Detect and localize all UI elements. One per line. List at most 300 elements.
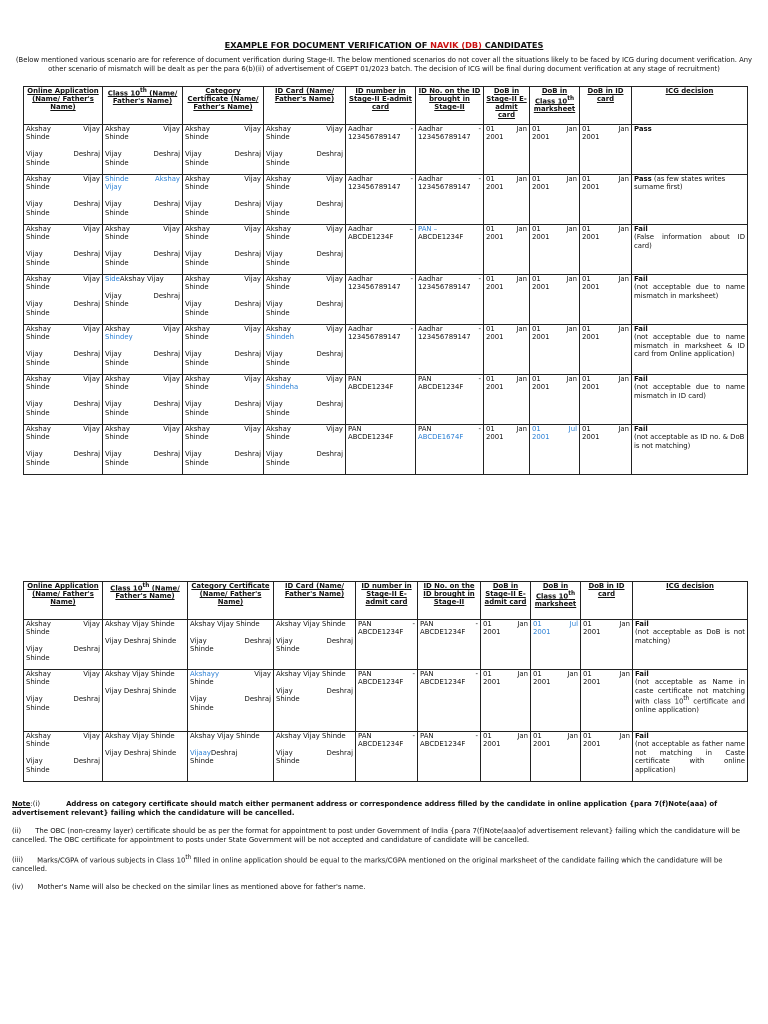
father-middle: Deshraj bbox=[73, 645, 100, 654]
col-class10-text: Class 10 bbox=[107, 89, 141, 98]
dob-month: Jan bbox=[566, 275, 577, 283]
cell-id-admit bbox=[346, 325, 416, 375]
dob-month: Jan bbox=[618, 425, 629, 433]
father-last: Shinde bbox=[276, 695, 300, 704]
name-last: Shinde bbox=[185, 183, 209, 192]
col-id-card: ID Card (Name/ Father's Name) bbox=[274, 582, 356, 620]
cell-dob-id bbox=[581, 732, 633, 782]
id-type: PAN bbox=[358, 670, 372, 678]
id-dash: - bbox=[410, 125, 413, 133]
name-middle: Vijay bbox=[83, 425, 100, 433]
name-last: Shinde bbox=[105, 133, 129, 142]
dob-month: Jan bbox=[567, 732, 578, 740]
name-first: Akshay bbox=[26, 375, 51, 383]
cell-id-brought bbox=[418, 732, 481, 782]
decision-fail: Fail bbox=[634, 275, 648, 283]
name-middle: Vijay bbox=[244, 175, 261, 183]
name-full: Akshay Vijay Shinde bbox=[105, 620, 175, 628]
dob-month: Jan bbox=[618, 325, 629, 333]
cell-id-brought bbox=[416, 175, 484, 225]
dob-day: 01 bbox=[532, 225, 541, 233]
father-first: Vijay bbox=[266, 450, 283, 459]
name-first: Shinde bbox=[105, 175, 129, 183]
name-last: Shinde bbox=[26, 183, 50, 192]
name-last: Shinde bbox=[185, 383, 209, 392]
father-last: Shinde bbox=[266, 308, 290, 317]
father-first: Vijay bbox=[26, 200, 43, 209]
id-type: Aadhar bbox=[348, 325, 373, 333]
name-middle: Vijay bbox=[326, 375, 343, 383]
father-middle: Deshraj bbox=[153, 150, 180, 159]
name-first: Akshay bbox=[26, 620, 51, 628]
name-last: Shinde bbox=[185, 433, 209, 442]
table-header-row bbox=[24, 87, 748, 125]
father-middle: Deshraj bbox=[153, 291, 180, 300]
father-middle: Deshraj bbox=[234, 300, 261, 309]
decision-reason: (not acceptable due to name mismatch in marksheet) bbox=[634, 283, 745, 300]
id-number: ABCDE1234F bbox=[358, 628, 404, 637]
col-class10 bbox=[103, 582, 188, 620]
name-middle: Vijay bbox=[163, 125, 180, 133]
name-middle: Vijay bbox=[83, 670, 100, 678]
cell-category bbox=[183, 425, 264, 475]
name-rest: Akshay Vijay bbox=[119, 275, 164, 283]
dob-year: 2001 bbox=[533, 678, 551, 687]
id-number: 123456789147 bbox=[348, 183, 401, 192]
dob-day: 01 bbox=[486, 325, 495, 333]
father-first: Vijay bbox=[185, 450, 202, 459]
father-last: Shinde bbox=[105, 458, 129, 467]
id-dash: - bbox=[478, 275, 481, 283]
cell-category bbox=[183, 125, 264, 175]
father-first: Vijay bbox=[266, 300, 283, 309]
father-first: Vijay bbox=[185, 150, 202, 159]
dob-year: 2001 bbox=[532, 433, 550, 442]
father-first: Vijaay bbox=[190, 748, 211, 757]
father-first: Vijay bbox=[105, 250, 122, 259]
decision-reason-text: (not acceptable as Name in caste certificate not matching with class 10 bbox=[635, 678, 745, 706]
dob-day: 01 bbox=[583, 620, 592, 628]
cell-online bbox=[24, 225, 103, 275]
id-type: Aadhar bbox=[348, 125, 373, 133]
dob-year: 2001 bbox=[486, 233, 504, 242]
dob-month: Jan bbox=[566, 375, 577, 383]
cell-decision bbox=[632, 325, 748, 375]
dob-day: 01 bbox=[483, 620, 492, 628]
decision-reason: (not acceptable due to name mismatch in ID card) bbox=[634, 383, 745, 400]
col-class10-sup: th bbox=[142, 583, 150, 589]
name-last: Shinde bbox=[185, 133, 209, 142]
cell-category bbox=[183, 375, 264, 425]
table-row bbox=[24, 325, 748, 375]
dob-year: 2001 bbox=[533, 628, 551, 637]
decision-reason: (not acceptable as DoB is not matching) bbox=[635, 628, 745, 645]
note-iii bbox=[12, 854, 756, 874]
document-title bbox=[0, 40, 768, 50]
dob-month: Jan bbox=[566, 175, 577, 183]
cell-id-admit bbox=[346, 175, 416, 225]
dob-year: 2001 bbox=[486, 183, 504, 192]
col-dob-ms-text2: marksheet bbox=[534, 600, 577, 609]
name-first: Akshay bbox=[105, 225, 130, 233]
name-last: Shinde bbox=[185, 333, 209, 342]
cell-class10 bbox=[103, 175, 183, 225]
father-first: Vijay bbox=[276, 748, 293, 757]
name-last: Shinde bbox=[26, 628, 50, 637]
cell-dob-id bbox=[580, 325, 632, 375]
col-online-application: Online Application (Name/ Father's Name) bbox=[24, 87, 103, 125]
decision-fail: Fail bbox=[634, 375, 648, 383]
cell-dob-admit bbox=[484, 325, 530, 375]
father-middle: Deshraj bbox=[234, 400, 261, 409]
father-last: Shinde bbox=[26, 208, 50, 217]
dob-year: 2001 bbox=[486, 333, 504, 342]
dob-day: 01 bbox=[533, 732, 542, 740]
cell-id-brought bbox=[416, 125, 484, 175]
father-last: Shinde bbox=[105, 258, 129, 267]
name-middle: Vijay bbox=[326, 125, 343, 133]
father-full: Vijay Deshraj Shinde bbox=[105, 636, 177, 645]
father-middle: Deshraj bbox=[316, 300, 343, 309]
name-middle: Vijay bbox=[254, 670, 271, 678]
cell-online bbox=[24, 732, 103, 782]
decision-reason: (not acceptable as father name not matching in Caste certificate with online application) bbox=[635, 740, 745, 774]
id-dash: - bbox=[412, 670, 415, 678]
name-full: Akshay Vijay Shinde bbox=[105, 732, 175, 740]
name-last: Shinde bbox=[185, 283, 209, 292]
father-middle: Deshraj bbox=[153, 350, 180, 359]
cell-id-brought bbox=[418, 620, 481, 670]
cell-dob-marksheet bbox=[530, 275, 580, 325]
dob-year: 2001 bbox=[583, 740, 601, 749]
dob-day: 01 bbox=[486, 125, 495, 133]
name-last: Shinde bbox=[185, 233, 209, 242]
father-middle: Deshraj bbox=[316, 250, 343, 259]
name-middle: Vijay bbox=[326, 425, 343, 433]
name-middle: Vijay bbox=[244, 425, 261, 433]
cell-idcard bbox=[264, 375, 346, 425]
id-type: PAN bbox=[348, 375, 362, 383]
father-middle: Deshraj bbox=[316, 350, 343, 359]
dob-day: 01 bbox=[486, 275, 495, 283]
id-dash: - bbox=[478, 425, 481, 433]
dob-month: Jan bbox=[619, 620, 630, 628]
dob-month: Jan bbox=[516, 175, 527, 183]
id-number: 123456789147 bbox=[418, 283, 471, 292]
id-type: PAN bbox=[358, 732, 372, 740]
name-middle: Vijay bbox=[326, 225, 343, 233]
decision-reason bbox=[635, 678, 745, 714]
father-middle: Deshraj bbox=[73, 350, 100, 359]
name-last: Shinde bbox=[26, 383, 50, 392]
table-row bbox=[24, 225, 748, 275]
note-label: (ii) bbox=[12, 827, 22, 835]
dob-day: 01 bbox=[582, 125, 591, 133]
dob-year: 2001 bbox=[532, 383, 550, 392]
id-dash: - bbox=[412, 620, 415, 628]
father-last: Shinde bbox=[105, 300, 129, 309]
father-last: Shinde bbox=[185, 158, 209, 167]
name-first: Akshay bbox=[266, 425, 291, 433]
name-last: Shinde bbox=[266, 433, 290, 442]
name-last: Shinde bbox=[105, 383, 129, 392]
name-middle: Akshay bbox=[155, 175, 180, 183]
note-text: Mother's Name will also be checked on the similar lines as mentioned above for father's name. bbox=[37, 883, 366, 892]
cell-class10 bbox=[103, 275, 183, 325]
father-first: Vijay bbox=[266, 250, 283, 259]
father-first: Vijay bbox=[105, 400, 122, 409]
decision-reason-text2: certificate and online application) bbox=[635, 697, 745, 714]
name-middle: Vijay bbox=[163, 325, 180, 333]
cell-online bbox=[24, 175, 103, 225]
name-first: Akshay bbox=[266, 325, 291, 333]
cell-category bbox=[188, 732, 274, 782]
dob-year: 2001 bbox=[582, 133, 600, 142]
table-header-row bbox=[24, 582, 748, 620]
name-first: Akshay bbox=[105, 375, 130, 383]
dob-month: Jan bbox=[567, 670, 578, 678]
cell-category bbox=[188, 670, 274, 732]
decision-reason-sup: th bbox=[683, 696, 690, 703]
name-first: Akshay bbox=[266, 375, 291, 383]
cell-dob-admit bbox=[484, 275, 530, 325]
father-last: Shinde bbox=[105, 158, 129, 167]
father-first: Vijay bbox=[190, 695, 207, 704]
cell-dob-id bbox=[581, 670, 633, 732]
father-middle: Deshraj bbox=[73, 150, 100, 159]
father-first: Vijay bbox=[105, 350, 122, 359]
father-middle: Deshraj bbox=[326, 636, 353, 645]
cell-dob-admit bbox=[481, 732, 531, 782]
name-middle: Vijay bbox=[83, 620, 100, 628]
col-class10 bbox=[103, 87, 183, 125]
verification-table-2 bbox=[23, 581, 748, 782]
cell-decision bbox=[632, 425, 748, 475]
title-text: EXAMPLE FOR DOCUMENT VERIFICATION OF bbox=[224, 40, 431, 50]
cell-dob-id bbox=[580, 375, 632, 425]
father-middle: Deshraj bbox=[326, 686, 353, 695]
cell-class10 bbox=[103, 620, 188, 670]
dob-month: Jan bbox=[619, 670, 630, 678]
decision-pass: Pass bbox=[634, 125, 652, 133]
dob-day: 01 bbox=[582, 175, 591, 183]
col-icg-decision: ICG decision bbox=[633, 582, 748, 620]
name-middle: Vijay bbox=[244, 275, 261, 283]
id-type: Aadhar bbox=[348, 175, 373, 183]
col-id-card: ID Card (Name/ Father's Name) bbox=[264, 87, 346, 125]
cell-class10 bbox=[103, 375, 183, 425]
father-first: Vijay bbox=[105, 150, 122, 159]
id-type: PAN bbox=[420, 670, 434, 678]
name-middle: Vijay bbox=[326, 325, 343, 333]
name-first: Akshay bbox=[26, 275, 51, 283]
cell-dob-id bbox=[580, 175, 632, 225]
cell-id-admit bbox=[356, 732, 418, 782]
cell-online bbox=[24, 620, 103, 670]
name-first: Akshay bbox=[185, 325, 210, 333]
father-middle: Deshraj bbox=[234, 350, 261, 359]
dob-month: Jan bbox=[516, 125, 527, 133]
cell-online bbox=[24, 375, 103, 425]
id-type: PAN bbox=[358, 620, 372, 628]
dob-day: 01 bbox=[532, 425, 541, 433]
cell-dob-admit bbox=[481, 670, 531, 732]
id-dash: - bbox=[478, 325, 481, 333]
col-dob-ms-text: DoB in Class 10 bbox=[534, 87, 568, 106]
id-dash: - bbox=[478, 375, 481, 383]
dob-year: 2001 bbox=[483, 678, 501, 687]
intro-paragraph: (Below mentioned various scenario are for reference of document verification during Stage-II. The below mentioned scenarios do not cover all the situations likely to be faced by ICG during document verification. Any other scenario of mismatch will be dealt as per the para 6(b)(ii) of advertisement of CGEPT 01/2023 batch. The decision of ICG will be final during document verification at any stage of recruitment) bbox=[15, 56, 753, 73]
dob-year: 2001 bbox=[486, 433, 504, 442]
id-number: 123456789147 bbox=[348, 283, 401, 292]
dob-year: 2001 bbox=[532, 283, 550, 292]
col-class10-text2: (Name/ Father's Name) bbox=[112, 89, 178, 106]
name-first: Akshay bbox=[185, 175, 210, 183]
name-last: Shinde bbox=[26, 133, 50, 142]
cell-idcard bbox=[264, 175, 346, 225]
name-last: Shinde bbox=[26, 433, 50, 442]
cell-class10 bbox=[103, 732, 188, 782]
title-text-end: CANDIDATES bbox=[481, 40, 544, 50]
dob-year: 2001 bbox=[486, 283, 504, 292]
decision-fail: Fail bbox=[635, 670, 649, 678]
col-dob-ms-text2: marksheet bbox=[533, 105, 576, 114]
id-type: PAN – bbox=[418, 225, 438, 233]
father-first: Vijay bbox=[105, 200, 122, 209]
id-number: 123456789147 bbox=[418, 133, 471, 142]
name-first: Akshay bbox=[185, 425, 210, 433]
id-dash: - bbox=[410, 325, 413, 333]
col-dob-marksheet bbox=[531, 582, 581, 620]
col-id-number-admit: ID number in Stage-II E-admit card bbox=[356, 582, 418, 620]
note-sup: th bbox=[185, 855, 192, 861]
dob-month: Jan bbox=[566, 125, 577, 133]
col-category-certificate: Category Certificate (Name/ Father's Name) bbox=[183, 87, 264, 125]
father-middle: Deshraj bbox=[316, 150, 343, 159]
col-icg-decision: ICG decision bbox=[632, 87, 748, 125]
dob-year: 2001 bbox=[583, 678, 601, 687]
name-last: Shinde bbox=[26, 740, 50, 749]
name-first: Akshay bbox=[105, 425, 130, 433]
father-last: Shinde bbox=[105, 208, 129, 217]
father-middle: Deshraj bbox=[244, 695, 271, 704]
father-first: Vijay bbox=[26, 645, 43, 654]
col-dob-ms-sup: th bbox=[567, 96, 575, 102]
decision-fail: Fail bbox=[634, 225, 648, 233]
dob-year: 2001 bbox=[582, 283, 600, 292]
father-first: Vijay bbox=[185, 200, 202, 209]
id-type: PAN bbox=[420, 732, 434, 740]
father-last: Shinde bbox=[266, 208, 290, 217]
father-middle: Deshraj bbox=[153, 250, 180, 259]
name-middle: Vijay bbox=[83, 325, 100, 333]
name-last: Shinde bbox=[266, 183, 290, 192]
cell-idcard bbox=[264, 125, 346, 175]
father-last: Shinde bbox=[266, 408, 290, 417]
name-first: Akshay bbox=[105, 325, 130, 333]
father-first: Vijay bbox=[276, 636, 293, 645]
note-i bbox=[12, 800, 756, 818]
cell-dob-marksheet bbox=[530, 125, 580, 175]
note-text2: filled in online application should be equal to the marks/CGPA mentioned on the original marksheet of the candidate failing which the candidature will be cancelled. bbox=[12, 856, 723, 874]
cell-dob-marksheet bbox=[531, 670, 581, 732]
cell-dob-marksheet bbox=[531, 620, 581, 670]
verification-table-1 bbox=[23, 86, 748, 475]
col-category-certificate: Category Certificate (Name/ Father's Name) bbox=[188, 582, 274, 620]
cell-idcard bbox=[264, 275, 346, 325]
dob-day: 01 bbox=[533, 620, 542, 628]
father-middle: Deshraj bbox=[73, 757, 100, 766]
cell-decision bbox=[632, 375, 748, 425]
note-ii bbox=[12, 827, 756, 845]
table-row bbox=[24, 732, 748, 782]
cell-dob-admit bbox=[484, 375, 530, 425]
decision-fail: Fail bbox=[635, 620, 649, 628]
dob-year: 2001 bbox=[532, 133, 550, 142]
cell-dob-id bbox=[580, 275, 632, 325]
cell-class10 bbox=[103, 425, 183, 475]
father-first: Vijay bbox=[185, 350, 202, 359]
id-type: Aadhar bbox=[418, 325, 443, 333]
father-last: Shinde bbox=[105, 408, 129, 417]
father-last: Shinde bbox=[185, 408, 209, 417]
id-dash: - bbox=[478, 175, 481, 183]
dob-day: 01 bbox=[486, 375, 495, 383]
dob-month: Jan bbox=[516, 275, 527, 283]
dob-year: 2001 bbox=[533, 740, 551, 749]
father-last: Shinde bbox=[26, 358, 50, 367]
table-row bbox=[24, 670, 748, 732]
cell-dob-marksheet bbox=[530, 175, 580, 225]
father-last: Shinde bbox=[185, 458, 209, 467]
dob-day: 01 bbox=[582, 425, 591, 433]
cell-dob-admit bbox=[484, 125, 530, 175]
cell-dob-marksheet bbox=[531, 732, 581, 782]
dob-month: Jan bbox=[517, 670, 528, 678]
dob-year: 2001 bbox=[532, 233, 550, 242]
cell-dob-admit bbox=[484, 225, 530, 275]
name-first: Akshay bbox=[26, 325, 51, 333]
father-last: Shinde bbox=[105, 358, 129, 367]
cell-decision bbox=[632, 275, 748, 325]
dob-day: 01 bbox=[532, 175, 541, 183]
cell-decision bbox=[632, 125, 748, 175]
father-middle: Deshraj bbox=[73, 695, 100, 704]
col-dob-admit: DoB in Stage-II E-admit card bbox=[484, 87, 530, 125]
id-dash: - bbox=[410, 275, 413, 283]
name-last: Shinde bbox=[105, 433, 129, 442]
cell-online bbox=[24, 275, 103, 325]
dob-month: Jan bbox=[618, 375, 629, 383]
notes-section bbox=[12, 800, 756, 901]
dob-day: 01 bbox=[582, 275, 591, 283]
dob-day: 01 bbox=[486, 225, 495, 233]
cell-class10 bbox=[103, 125, 183, 175]
cell-decision bbox=[632, 225, 748, 275]
father-first: Vijay bbox=[26, 695, 43, 704]
col-dob-ms-text: DoB in Class 10 bbox=[535, 582, 569, 601]
father-first: Vijay bbox=[185, 250, 202, 259]
name-first: Akshay bbox=[185, 375, 210, 383]
col-dob-marksheet bbox=[530, 87, 580, 125]
name-full: Akshay Vijay Shinde bbox=[276, 732, 346, 740]
father-first: Vijay bbox=[105, 291, 122, 300]
id-dash: - bbox=[478, 125, 481, 133]
title-highlight: NAVIK (DB) bbox=[430, 40, 482, 50]
name-last: Shinde bbox=[266, 133, 290, 142]
id-number: 123456789147 bbox=[348, 333, 401, 342]
father-first: Vijay bbox=[276, 686, 293, 695]
